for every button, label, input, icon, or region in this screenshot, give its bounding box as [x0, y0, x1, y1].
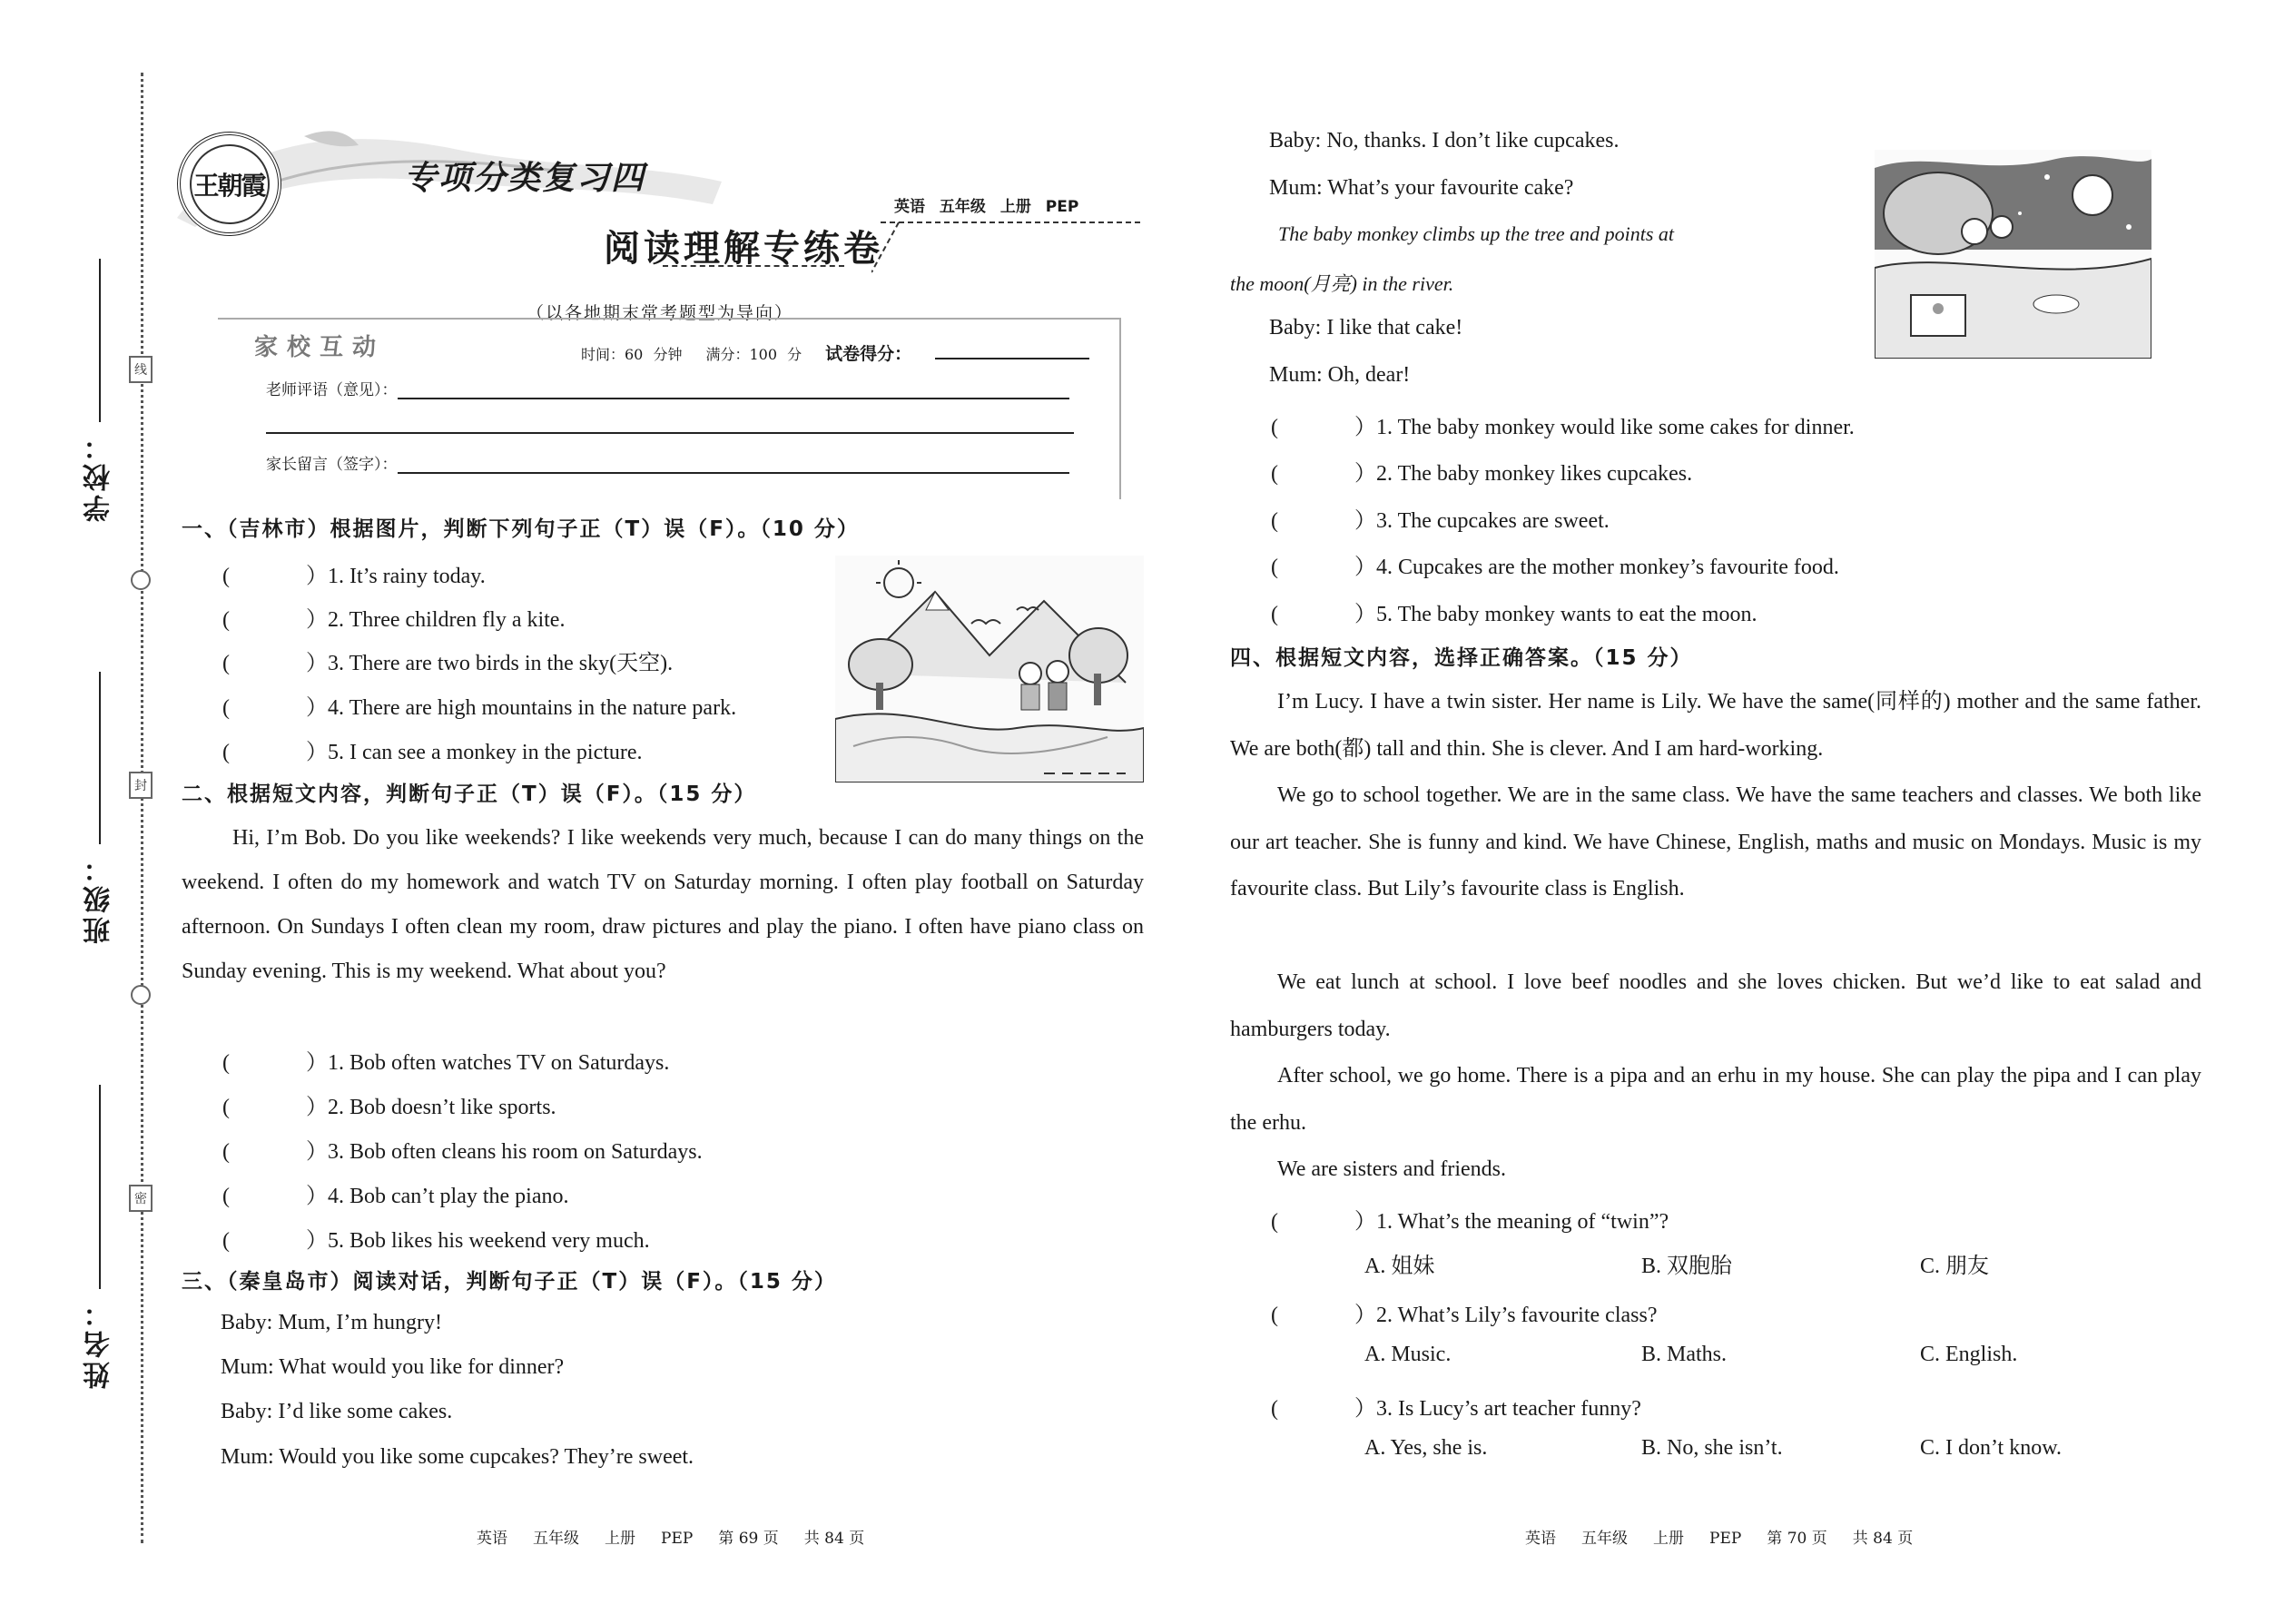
q3-option-c[interactable]: C. I don’t know.	[1920, 1436, 2062, 1460]
binding-dotted-line	[141, 73, 143, 1543]
binding-hole-1	[131, 570, 151, 590]
class-underline	[99, 672, 101, 844]
q2-option-b[interactable]: B. Maths.	[1641, 1343, 1728, 1366]
publisher-logo	[177, 132, 281, 236]
q1-option-a[interactable]: A. 姐妹	[1364, 1255, 1435, 1278]
q3-option-b[interactable]: B. No, she isn’t.	[1641, 1436, 1783, 1460]
section4-question-1: ( ）1. What’s the meaning of “twin”?	[1271, 1210, 1669, 1234]
dialogue-line-5: Baby: No, thanks. I don’t like cupcakes.	[1269, 129, 1620, 153]
teacher-comment-blank-2[interactable]	[266, 418, 1074, 434]
section2-heading: 二、根据短文内容，判断句子正（T）误（F）。（15 分）	[182, 782, 757, 806]
section4-paragraph-3: We eat lunch at school. I love beef noodles and she loves chicken. But we’d like to eat salad and hamburgers today.	[1230, 970, 2201, 1041]
school-underline	[99, 259, 101, 422]
dialogue-line-3: Baby: I’d like some cakes.	[221, 1400, 453, 1423]
series-title: 专项分类复习四	[404, 160, 646, 197]
dialogue-line-8: Mum: Oh, dear!	[1269, 363, 1411, 387]
section4-paragraph-1: I’m Lucy. I have a twin sister. Her name is Lily. We have the same(同样的) mother and the same father. We are both(都) tall and thin. She is clever. And I am hard-working.	[1230, 690, 2201, 761]
teacher-comment-label: 老师评语（意见）：	[266, 381, 398, 399]
score-label: 试卷得分：	[825, 344, 912, 364]
section2-item-1: ( ）1. Bob often watches TV on Saturdays.	[222, 1051, 670, 1075]
exam-time: 时间：60 分钟	[581, 346, 683, 363]
section3-item-2: ( ）2. The baby monkey likes cupcakes.	[1271, 462, 1693, 486]
teacher-comment-blank[interactable]	[398, 383, 1069, 399]
q2-option-a[interactable]: A. Music.	[1364, 1343, 1452, 1366]
dialogue-line-1: Baby: Mum, I’m hungry!	[221, 1311, 442, 1334]
score-blank[interactable]	[935, 341, 1089, 359]
school-field	[80, 259, 120, 522]
subject-tag: 英语 五年级 上册 PEP	[894, 198, 1079, 216]
class-label: 班级：	[84, 851, 115, 944]
narration-line-2: the moon(月亮) in the river.	[1230, 272, 1454, 295]
section4-paragraph-4: After school, we go home. There is a pipa and an erhu in my house. She can play the pipa and I can play the erhu.	[1230, 1064, 2201, 1135]
name-label: 姓名：	[84, 1296, 115, 1389]
dialogue-line-6: Mum: What’s your favourite cake?	[1269, 176, 1574, 200]
q1-option-c[interactable]: C. 朋友	[1920, 1255, 1990, 1278]
section4-question-2: ( ）2. What’s Lily’s favourite class?	[1271, 1304, 1658, 1327]
section2-item-4: ( ）4. Bob can’t play the piano.	[222, 1185, 569, 1208]
section3-item-1: ( ）1. The baby monkey would like some cakes for dinner.	[1271, 416, 1855, 439]
section2-item-5: ( ）5. Bob likes his weekend very much.	[222, 1229, 650, 1253]
section4-paragraph-5: We are sisters and friends.	[1277, 1157, 1506, 1181]
teacher-comment-row-2	[266, 418, 1074, 434]
teacher-comment-row	[266, 377, 1069, 399]
name-field	[80, 1085, 120, 1389]
logo-text: 王朝霞	[190, 144, 270, 224]
binding-mark-xian: 线	[129, 356, 153, 383]
section4-heading: 四、根据短文内容，选择正确答案。（15 分）	[1230, 646, 1693, 670]
nature-park-illustration	[835, 556, 1144, 782]
section2-item-2: ( ）2. Bob doesn’t like sports.	[222, 1096, 556, 1119]
section1-item-5: ( ）5. I can see a monkey in the picture.	[222, 741, 643, 764]
title-decoration	[663, 265, 844, 267]
narration-line-1: The baby monkey climbs up the tree and points at	[1278, 222, 1675, 245]
exam-info	[581, 340, 1089, 365]
class-field	[80, 672, 120, 944]
section1-item-2: ( ）2. Three children fly a kite.	[222, 608, 566, 632]
subtitle: （以各地期末常考题型为导向）	[527, 303, 794, 323]
footer-left: 英语 五年级 上册 PEP 第 69 页 共 84 页	[477, 1530, 865, 1548]
exam-full-score: 满分：100 分	[705, 346, 802, 363]
dialogue-line-4: Mum: Would you like some cupcakes? They’re sweet.	[221, 1445, 694, 1469]
monkey-moon-illustration	[1875, 150, 2151, 359]
section2-item-3: ( ）3. Bob often cleans his room on Saturdays.	[222, 1140, 703, 1164]
school-label: 学校：	[84, 429, 115, 522]
section3-item-4: ( ）4. Cupcakes are the mother monkey’s favourite food.	[1271, 556, 1839, 579]
section1-item-1: ( ）1. It’s rainy today.	[222, 565, 486, 588]
name-underline	[99, 1085, 101, 1289]
interaction-label: 家校互动	[254, 334, 386, 361]
parent-comment-row	[266, 451, 1069, 474]
dialogue-line-7: Baby: I like that cake!	[1269, 316, 1463, 340]
binding-hole-2	[131, 985, 151, 1005]
section1-item-4: ( ）4. There are high mountains in the nature park.	[222, 696, 737, 720]
section2-passage: Hi, I’m Bob. Do you like weekends? I like weekends very much, because I can do many things on the weekend. I often do my homework and watch TV on Saturday morning. I often play football on Saturday afternoon. On Sundays I often clean my room, draw pictures and play the piano. I often have piano class on Sunday evening. This is my weekend. What about you?	[182, 826, 1144, 983]
section1-heading: 一、（吉林市）根据图片，判断下列句子正（T）误（F）。（10 分）	[182, 517, 860, 541]
section4-question-3: ( ）3. Is Lucy’s art teacher funny?	[1271, 1397, 1641, 1421]
section1-item-3: ( ）3. There are two birds in the sky(天空).	[222, 652, 674, 675]
section3-item-5: ( ）5. The baby monkey wants to eat the moon.	[1271, 603, 1757, 626]
dialogue-line-2: Mum: What would you like for dinner?	[221, 1355, 565, 1379]
q1-option-b[interactable]: B. 双胞胎	[1641, 1255, 1733, 1278]
parent-comment-blank[interactable]	[398, 458, 1069, 474]
section4-paragraph-2: We go to school together. We are in the same class. We have the same teachers and classes. We both like our art teacher. She is funny and kind. We have Chinese, English, maths and music on Mondays. Music is my favourite class. But Lily’s favourite class is English.	[1230, 783, 2201, 901]
binding-mark-feng: 封	[129, 772, 153, 799]
section3-item-3: ( ）3. The cupcakes are sweet.	[1271, 509, 1610, 533]
section3-heading: 三、（秦皇岛市）阅读对话，判断句子正（T）误（F）。（15 分）	[182, 1270, 837, 1294]
q3-option-a[interactable]: A. Yes, she is.	[1364, 1436, 1488, 1460]
binding-mark-mi: 密	[129, 1185, 153, 1212]
footer-right: 英语 五年级 上册 PEP 第 70 页 共 84 页	[1525, 1530, 1914, 1548]
subject-tag-dashes	[871, 213, 1162, 277]
parent-comment-label: 家长留言（签字）：	[266, 456, 398, 474]
main-title: 阅读理解专练卷	[604, 228, 883, 270]
q2-option-c[interactable]: C. English.	[1920, 1343, 2018, 1366]
